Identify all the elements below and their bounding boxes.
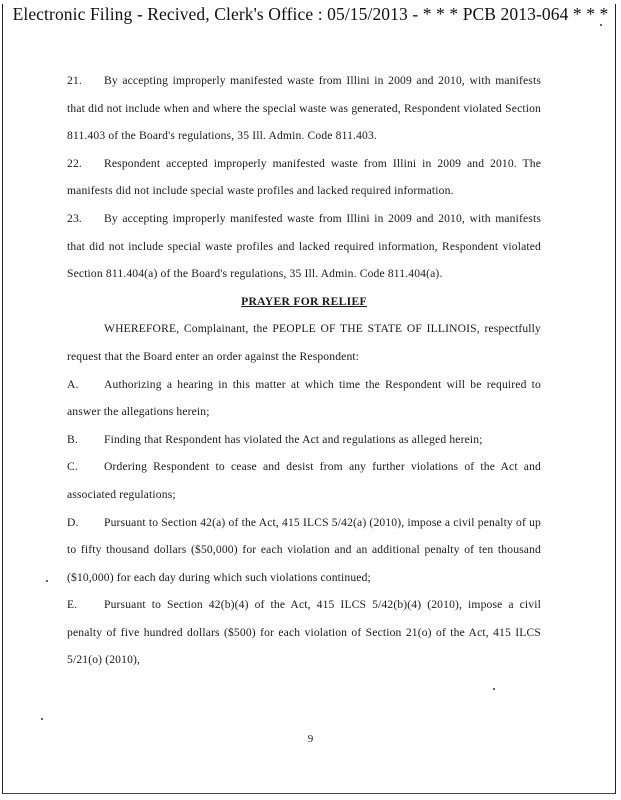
relief-letter: E. (67, 598, 78, 612)
relief-letter: D. (67, 515, 79, 529)
paragraph-number: 22. (67, 156, 82, 170)
paragraph-22 (67, 150, 541, 205)
paragraph-number: 21. (67, 74, 82, 87)
paragraph-text: By accepting improperly manifested waste from Illini in 2009 and 2010, with manifests that did not include when and where the special waste was generated, Respondent violated Section 811.403 of the Board's regulations, 35 Ill. Admin. Code 811.403. (67, 74, 541, 143)
scan-speck (41, 718, 43, 720)
relief-item-a (67, 371, 541, 426)
relief-item-c (67, 453, 541, 508)
prayer-intro (67, 315, 541, 370)
relief-text: Ordering Respondent to cease and desist from any further violations of the Act and associated regulations; (67, 460, 541, 501)
relief-text: Pursuant to Section 42(b)(4) of the Act, 415 ILCS 5/42(b)(4) (2010), impose a civil penalty of five hundred dollars ($500) for each violation of Section 21(o) of the Act, 415 ILCS 5/21(o) (2010), (67, 598, 541, 667)
relief-text: Finding that Respondent has violated the Act and regulations as alleged herein; (104, 432, 483, 446)
scan-speck (493, 688, 495, 690)
relief-text: Pursuant to Section 42(a) of the Act, 415 ILCS 5/42(a) (2010), impose a civil penalty of up to fifty thousand dollars ($50,000) for each violation and an additional penalty of ten thousand ($10,000) for each day during which such violations continued; (67, 515, 541, 584)
scan-speck (46, 580, 48, 582)
page-number: 9 (307, 733, 314, 745)
relief-letter: B. (67, 432, 78, 446)
relief-text: Authorizing a hearing in this matter at which time the Respondent will be required to answer the allegations herein; (67, 377, 541, 419)
paragraph-23 (67, 205, 541, 288)
relief-item-e (67, 591, 541, 674)
relief-item-b (67, 426, 541, 454)
relief-letter: A. (67, 377, 79, 391)
filing-stamp: Electronic Filing - Recived, Clerk's Office : 05/15/2013 - * * * PCB 2013-064 * * * (12, 4, 609, 24)
document-body (67, 67, 541, 674)
paragraph-text: By accepting improperly manifested waste from Illini in 2009 and 2010, with manifests that did not include special waste profiles and lacked required information, Respondent violated Section 811.404(a) of the Board's regulations, 35 Ill. Admin. Code 811.404(a). (67, 211, 541, 281)
paragraph-text: Respondent accepted improperly manifested waste from Illini in 2009 and 2010. The manifests did not include special waste profiles and lacked required information. (67, 156, 541, 198)
scan-speck (600, 24, 602, 26)
prayer-heading: PRAYER FOR RELIEF (241, 294, 367, 308)
prayer-intro-text: WHEREFORE, Complainant, the PEOPLE OF THE STATE OF ILLINOIS, respectfully request that the Board enter an order against the Respondent: (67, 322, 541, 363)
paragraph-21 (67, 67, 541, 150)
relief-letter: C. (67, 460, 78, 474)
paragraph-number: 23. (67, 211, 82, 225)
relief-item-d (67, 509, 541, 592)
